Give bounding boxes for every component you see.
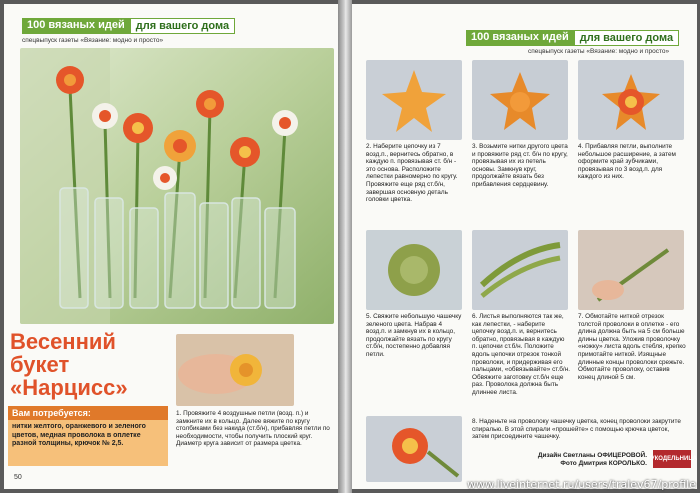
step-1-text: 1. Провяжите 4 воздушные петли (возд. п.) и замкните их в кольцо. Далее вяжите по кругу столбиками без накида (ст.б/н), прибавляя петли по необходимости, чтобы получить плоский круг. Диаметр круга зависит от размера цветка. bbox=[176, 410, 330, 448]
bouquet-photo bbox=[20, 48, 334, 324]
step-6-text: 6. Листья выполняются так же, как лепестки, - наберите цепочку возд.п. и, вернитесь обратно, провязывая в каждую п. цепочки ст.б/н. Положите вдоль цепочки отрезок тонкой проволоки, и придерживая его пальцами, «обвязывайте» ст.б/н. Обвяжите заготовку ст.б/н еще раз. Проволока должна быть длиннее листа. bbox=[472, 313, 570, 396]
step-7-text: 7. Обмотайте ниткой отрезок толстой проволоки в оплетке - его длина должна быть на 5 см больше длины цветка. Уложив проволочку «ножку» листа вдоль стебля, крепко примотайте ниткой. Изящные длинные концы проволоки срежьте. Обмотайте проволоку, оставив конец длиной 5 см. bbox=[578, 313, 686, 381]
credits-design: Дизайн Светланы ОФИЦЕРОВОЙ. bbox=[537, 452, 647, 459]
right-page bbox=[352, 4, 697, 489]
series-rest: для вашего дома bbox=[130, 18, 235, 34]
watermark: www.liveinternet.ru/users/tralev67/profile bbox=[467, 478, 696, 491]
credits bbox=[538, 452, 647, 468]
series-num: 100 вязаных идей bbox=[22, 18, 130, 34]
step4-photo bbox=[578, 60, 684, 140]
subtitle-right: спецвыпуск газеты «Вязание: модно и просто» bbox=[528, 48, 670, 55]
step-8-text: 8. Наденьте на проволоку чашечку цветка, конец проволоки закрутите спиралью. В этой спирали «прошейте» с помощью крючка цветок, затем присоедините чашечку. bbox=[472, 418, 681, 441]
series-banner-right bbox=[466, 30, 679, 46]
step8-photo bbox=[366, 416, 462, 482]
credits-photo: Фото Дмитрия КОРОЛЬКО. bbox=[560, 460, 647, 467]
step-4-text: 4. Прибавляя петли, выполните небольшое расширение, а затем оформите край зубчиками, провязывая по 3 возд.п. для каждого из них. bbox=[578, 143, 676, 181]
page-number-left: 50 bbox=[14, 474, 22, 481]
step1-photo bbox=[176, 334, 294, 406]
article-title bbox=[10, 330, 128, 399]
series-banner bbox=[22, 18, 235, 34]
magazine-logo: РУКОДЕЛЬНИЦА bbox=[653, 450, 691, 468]
title-line-1: Весенний bbox=[10, 329, 116, 354]
step5-photo bbox=[366, 230, 462, 310]
step-2-text: 2. Наберите цепочку из 7 возд.п., вернитесь обратно, в каждую п. провязывая ст. б/н - это основа. Расположите лепестки равномерно по кругу. Провяжите еще ряд ст.б/н, завершая основную деталь головки цветка. bbox=[366, 143, 458, 204]
step-5-text: 5. Свяжите небольшую чашечку зеленого цвета. Набрав 4 возд.п. и замкнув их в кольцо, продолжайте вязать по кругу ст.б/н, постепенно добавляя петли. bbox=[366, 313, 462, 358]
materials-text: нитки желтого, оранжевого и зеленого цветов, медная проволока в оплетке разной толщины, крючок № 2,5. bbox=[12, 423, 146, 447]
step7-photo bbox=[578, 230, 684, 310]
subtitle: спецвыпуск газеты «Вязание: модно и просто» bbox=[22, 37, 164, 44]
title-line-2: букет bbox=[10, 352, 70, 377]
book-spine bbox=[338, 0, 352, 493]
step2-photo bbox=[366, 60, 462, 140]
series-num-right: 100 вязаных идей bbox=[466, 30, 574, 46]
left-page bbox=[4, 4, 338, 489]
materials-heading: Вам потребуется: bbox=[8, 406, 168, 420]
series-rest-right: для вашего дома bbox=[574, 30, 679, 46]
step-3-text: 3. Возьмите нитки другого цвета и провяжите ряд ст. б/н по кругу, провязывая их из петель основы. Замкнув круг, продолжайте вязать без прибавления сердцевину. bbox=[472, 143, 568, 188]
step6-photo bbox=[472, 230, 568, 310]
materials-box bbox=[8, 406, 168, 466]
step3-photo bbox=[472, 60, 568, 140]
title-line-3: «Нарцисс» bbox=[10, 375, 128, 400]
